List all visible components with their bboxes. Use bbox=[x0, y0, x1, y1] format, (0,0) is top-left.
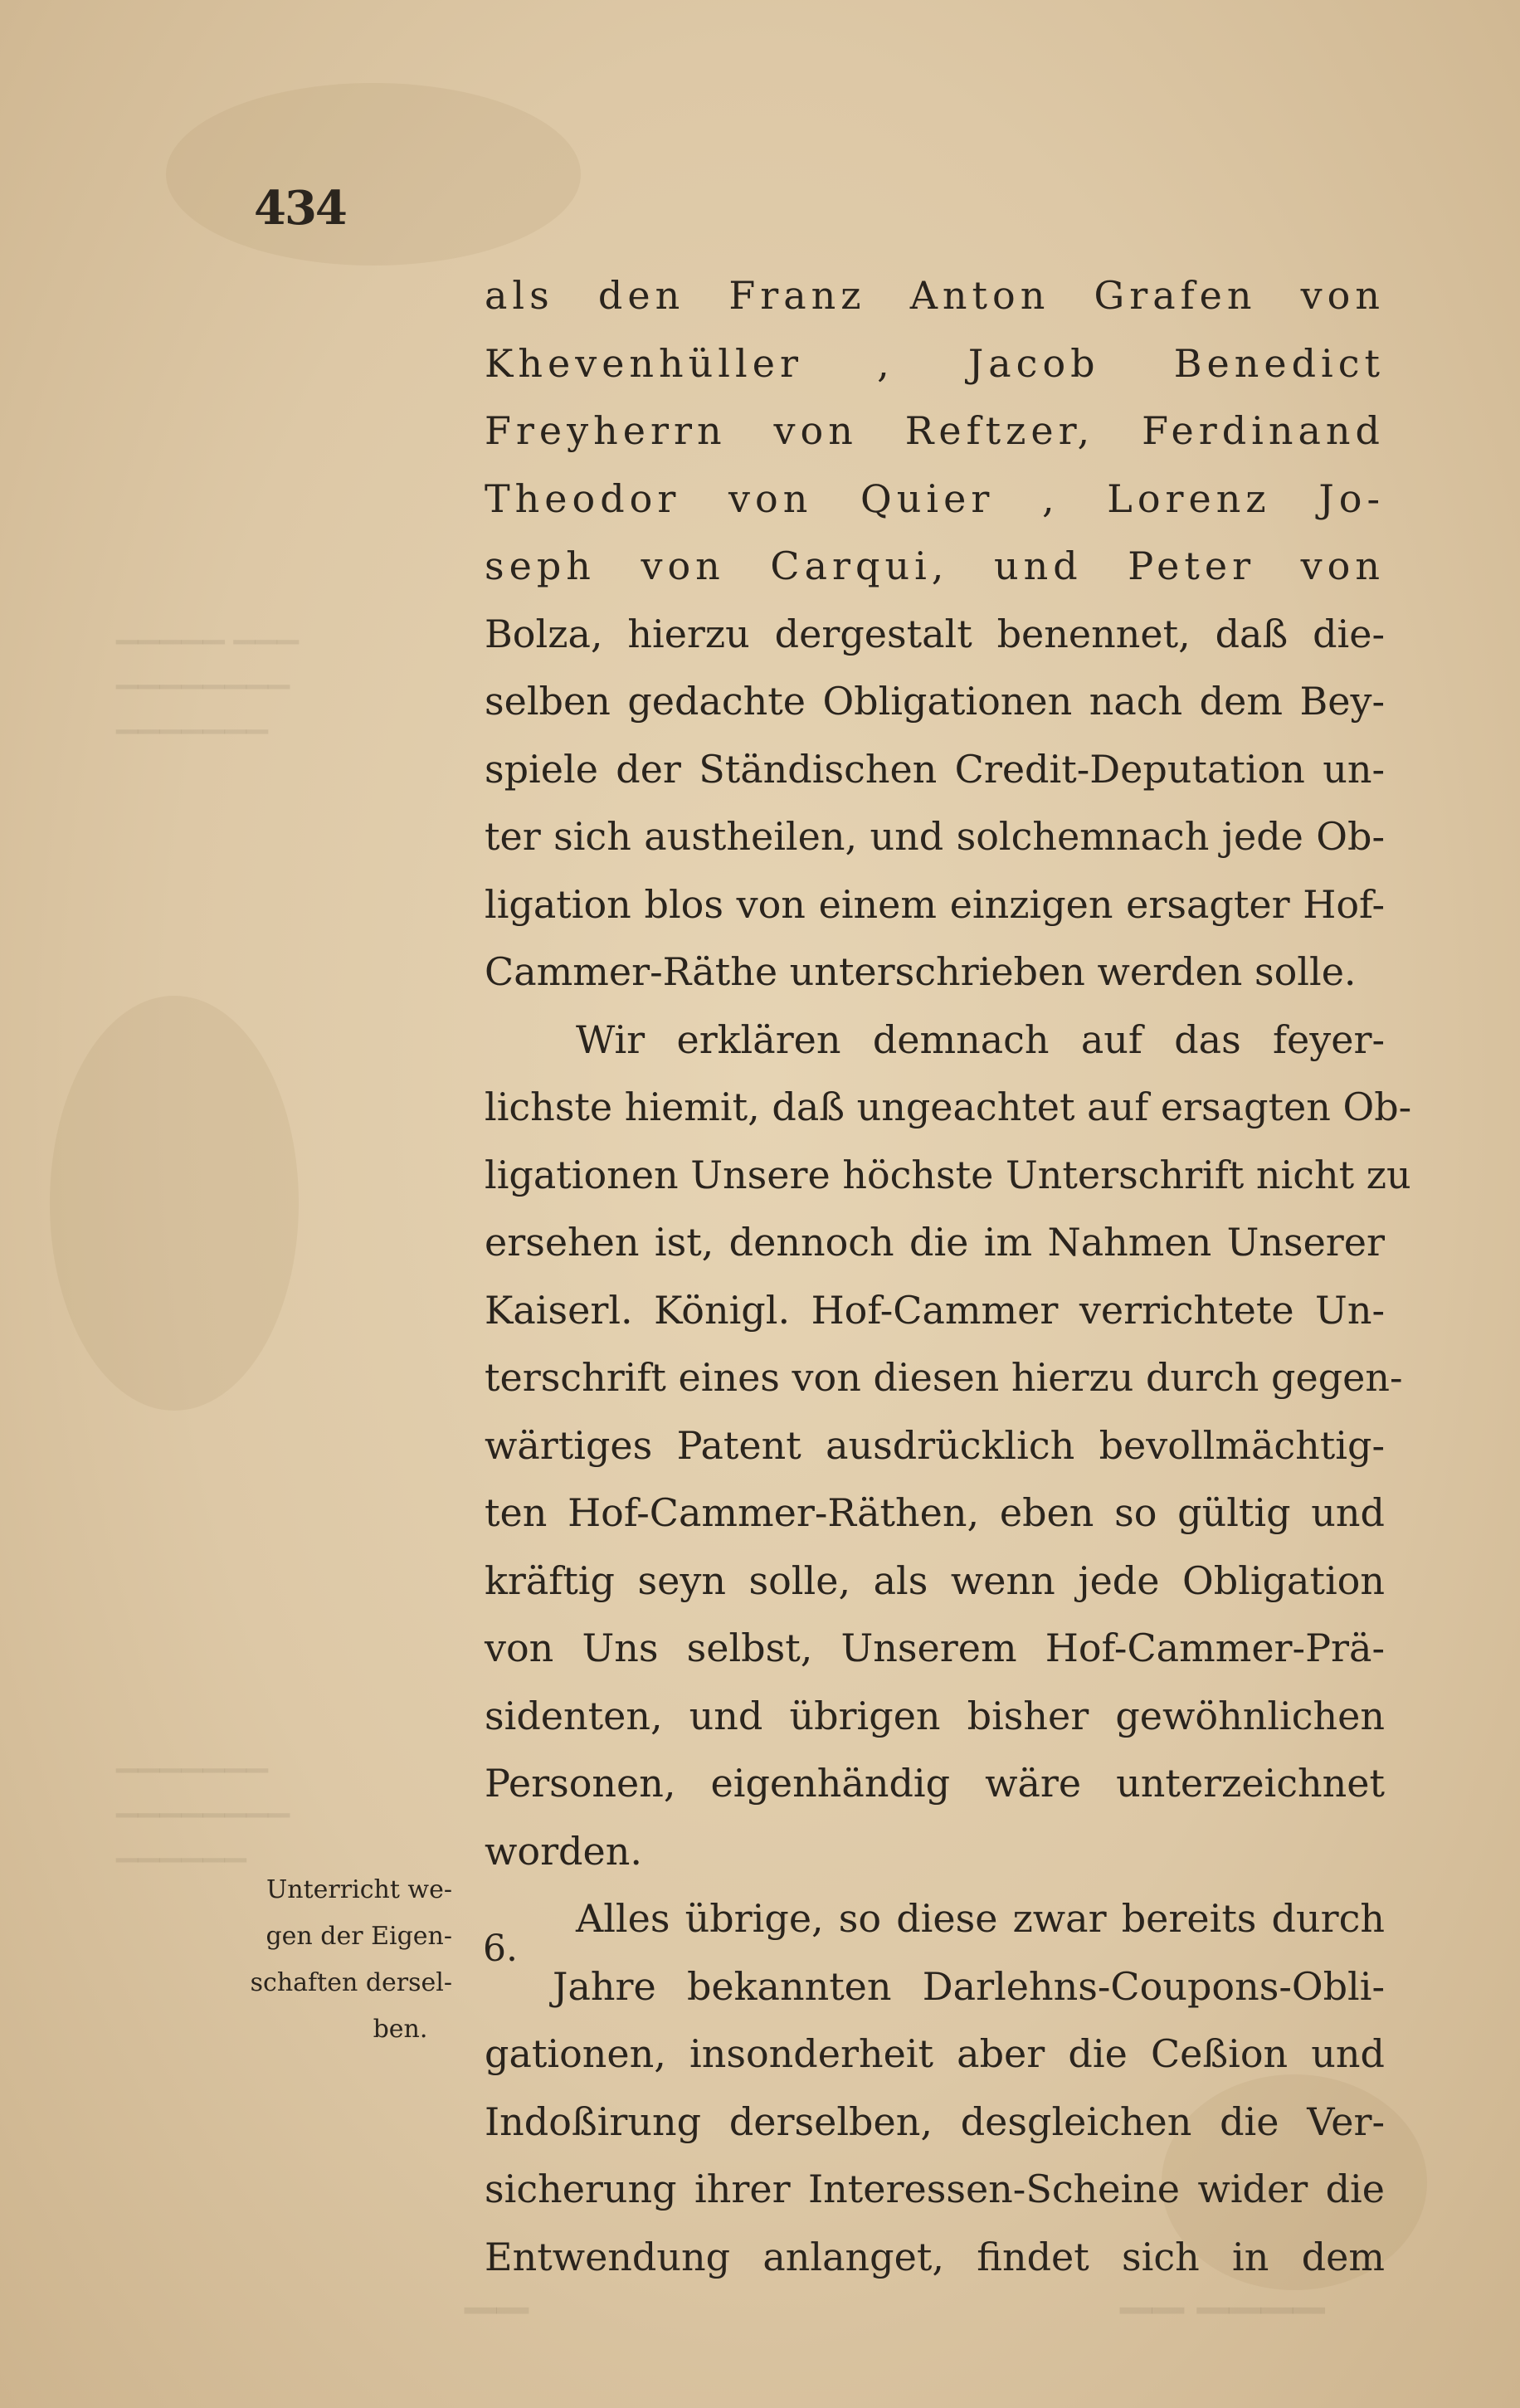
text-line: als den Franz Anton Grafen von bbox=[485, 273, 1385, 318]
section-number: 6. bbox=[483, 1928, 518, 1970]
text-line: sidenten, und übrigen bisher gewöhnlichen bbox=[485, 1693, 1385, 1738]
text-line: Alles übrige, so diese zwar bereits durch bbox=[576, 1896, 1385, 1941]
text-line: ligationen Unsere höchste Unterschrift nicht zu bbox=[485, 1152, 1411, 1197]
text-line: Cammer-Räthe unterschrieben werden solle. bbox=[485, 949, 1357, 994]
marginal-note-line: Unterricht we- bbox=[266, 1875, 452, 1904]
text-line: Khevenhüller , Jacob Benedict bbox=[485, 340, 1385, 386]
text-line: Bolza, hierzu dergestalt benennet, daß die- bbox=[485, 611, 1385, 656]
body-text bbox=[485, 262, 1412, 2291]
marginal-note bbox=[249, 1867, 452, 2053]
text-line: ter sich austheilen, und solchemnach jede Ob- bbox=[485, 814, 1385, 859]
text-line: kräftig seyn solle, als wenn jede Obligation bbox=[485, 1557, 1385, 1603]
text-line: Personen, eigenhändig wäre unterzeichnet bbox=[485, 1761, 1385, 1806]
show-through-marks: ▁▁▁▁▁▁▁ ▁▁▁▁▁▁▁▁ ▁▁▁▁▁▁ bbox=[116, 1740, 290, 1863]
page-number: 434 bbox=[254, 181, 346, 236]
text-line: spiele der Ständischen Credit-Deputation un- bbox=[485, 746, 1385, 792]
marginal-note-line: gen der Eigen- bbox=[266, 1922, 452, 1951]
show-through-marks: ▁▁▁▁▁ ▁▁▁ ▁▁▁▁▁▁▁▁ ▁▁▁▁▁▁▁ bbox=[116, 612, 299, 734]
text-line: von Uns selbst, Unserem Hof-Cammer-Prä- bbox=[485, 1626, 1385, 1670]
text-line: gationen, insonderheit aber die Ceßion und bbox=[485, 2031, 1385, 2076]
text-line: lichste hiemit, daß ungeachtet auf ersagten Ob- bbox=[485, 1085, 1412, 1129]
text-line: worden. bbox=[485, 1828, 642, 1874]
text-line: selben gedachte Obligationen nach dem Bey- bbox=[485, 679, 1385, 724]
text-line: ten Hof-Cammer-Räthen, eben so gültig und bbox=[485, 1490, 1385, 1535]
marginal-note-line: schaften dersel- bbox=[250, 1968, 452, 1997]
text-line: seph von Carqui, und Peter von bbox=[485, 544, 1385, 588]
text-line: sicherung ihrer Interessen-Scheine wider die bbox=[485, 2167, 1385, 2211]
paper-stain bbox=[166, 83, 581, 266]
text-line: terschrift eines von diesen hierzu durch gegen- bbox=[485, 1355, 1403, 1400]
text-line: Theodor von Quier , Lorenz Jo- bbox=[485, 475, 1385, 521]
text-line: ligation blos von einem einzigen ersagter Hof- bbox=[485, 881, 1385, 927]
show-through-marks: ▁▁ bbox=[465, 2265, 529, 2313]
show-through-marks: ▁▁ ▁▁▁▁ bbox=[1120, 2265, 1325, 2313]
text-line: ersehen ist, dennoch die im Nahmen Unserer bbox=[485, 1220, 1385, 1265]
text-line: Jahre bekannten Darlehns-Coupons-Obli- bbox=[553, 1963, 1385, 2009]
text-line: Freyherrn von Reftzer, Ferdinand bbox=[485, 408, 1385, 453]
marginal-note-line: ben. bbox=[373, 2015, 428, 2044]
text-line: Kaiserl. Königl. Hof-Cammer verrichtete Un- bbox=[485, 1287, 1385, 1333]
text-line: Entwendung anlanget, findet sich in dem bbox=[485, 2234, 1385, 2279]
paper-stain bbox=[50, 996, 299, 1411]
text-line: wärtiges Patent ausdrücklich bevollmächtig- bbox=[485, 1422, 1385, 1468]
text-line: Wir erklären demnach auf das feyer- bbox=[576, 1016, 1385, 1062]
text-line: Indoßirung derselben, desgleichen die Ver- bbox=[485, 2098, 1385, 2144]
